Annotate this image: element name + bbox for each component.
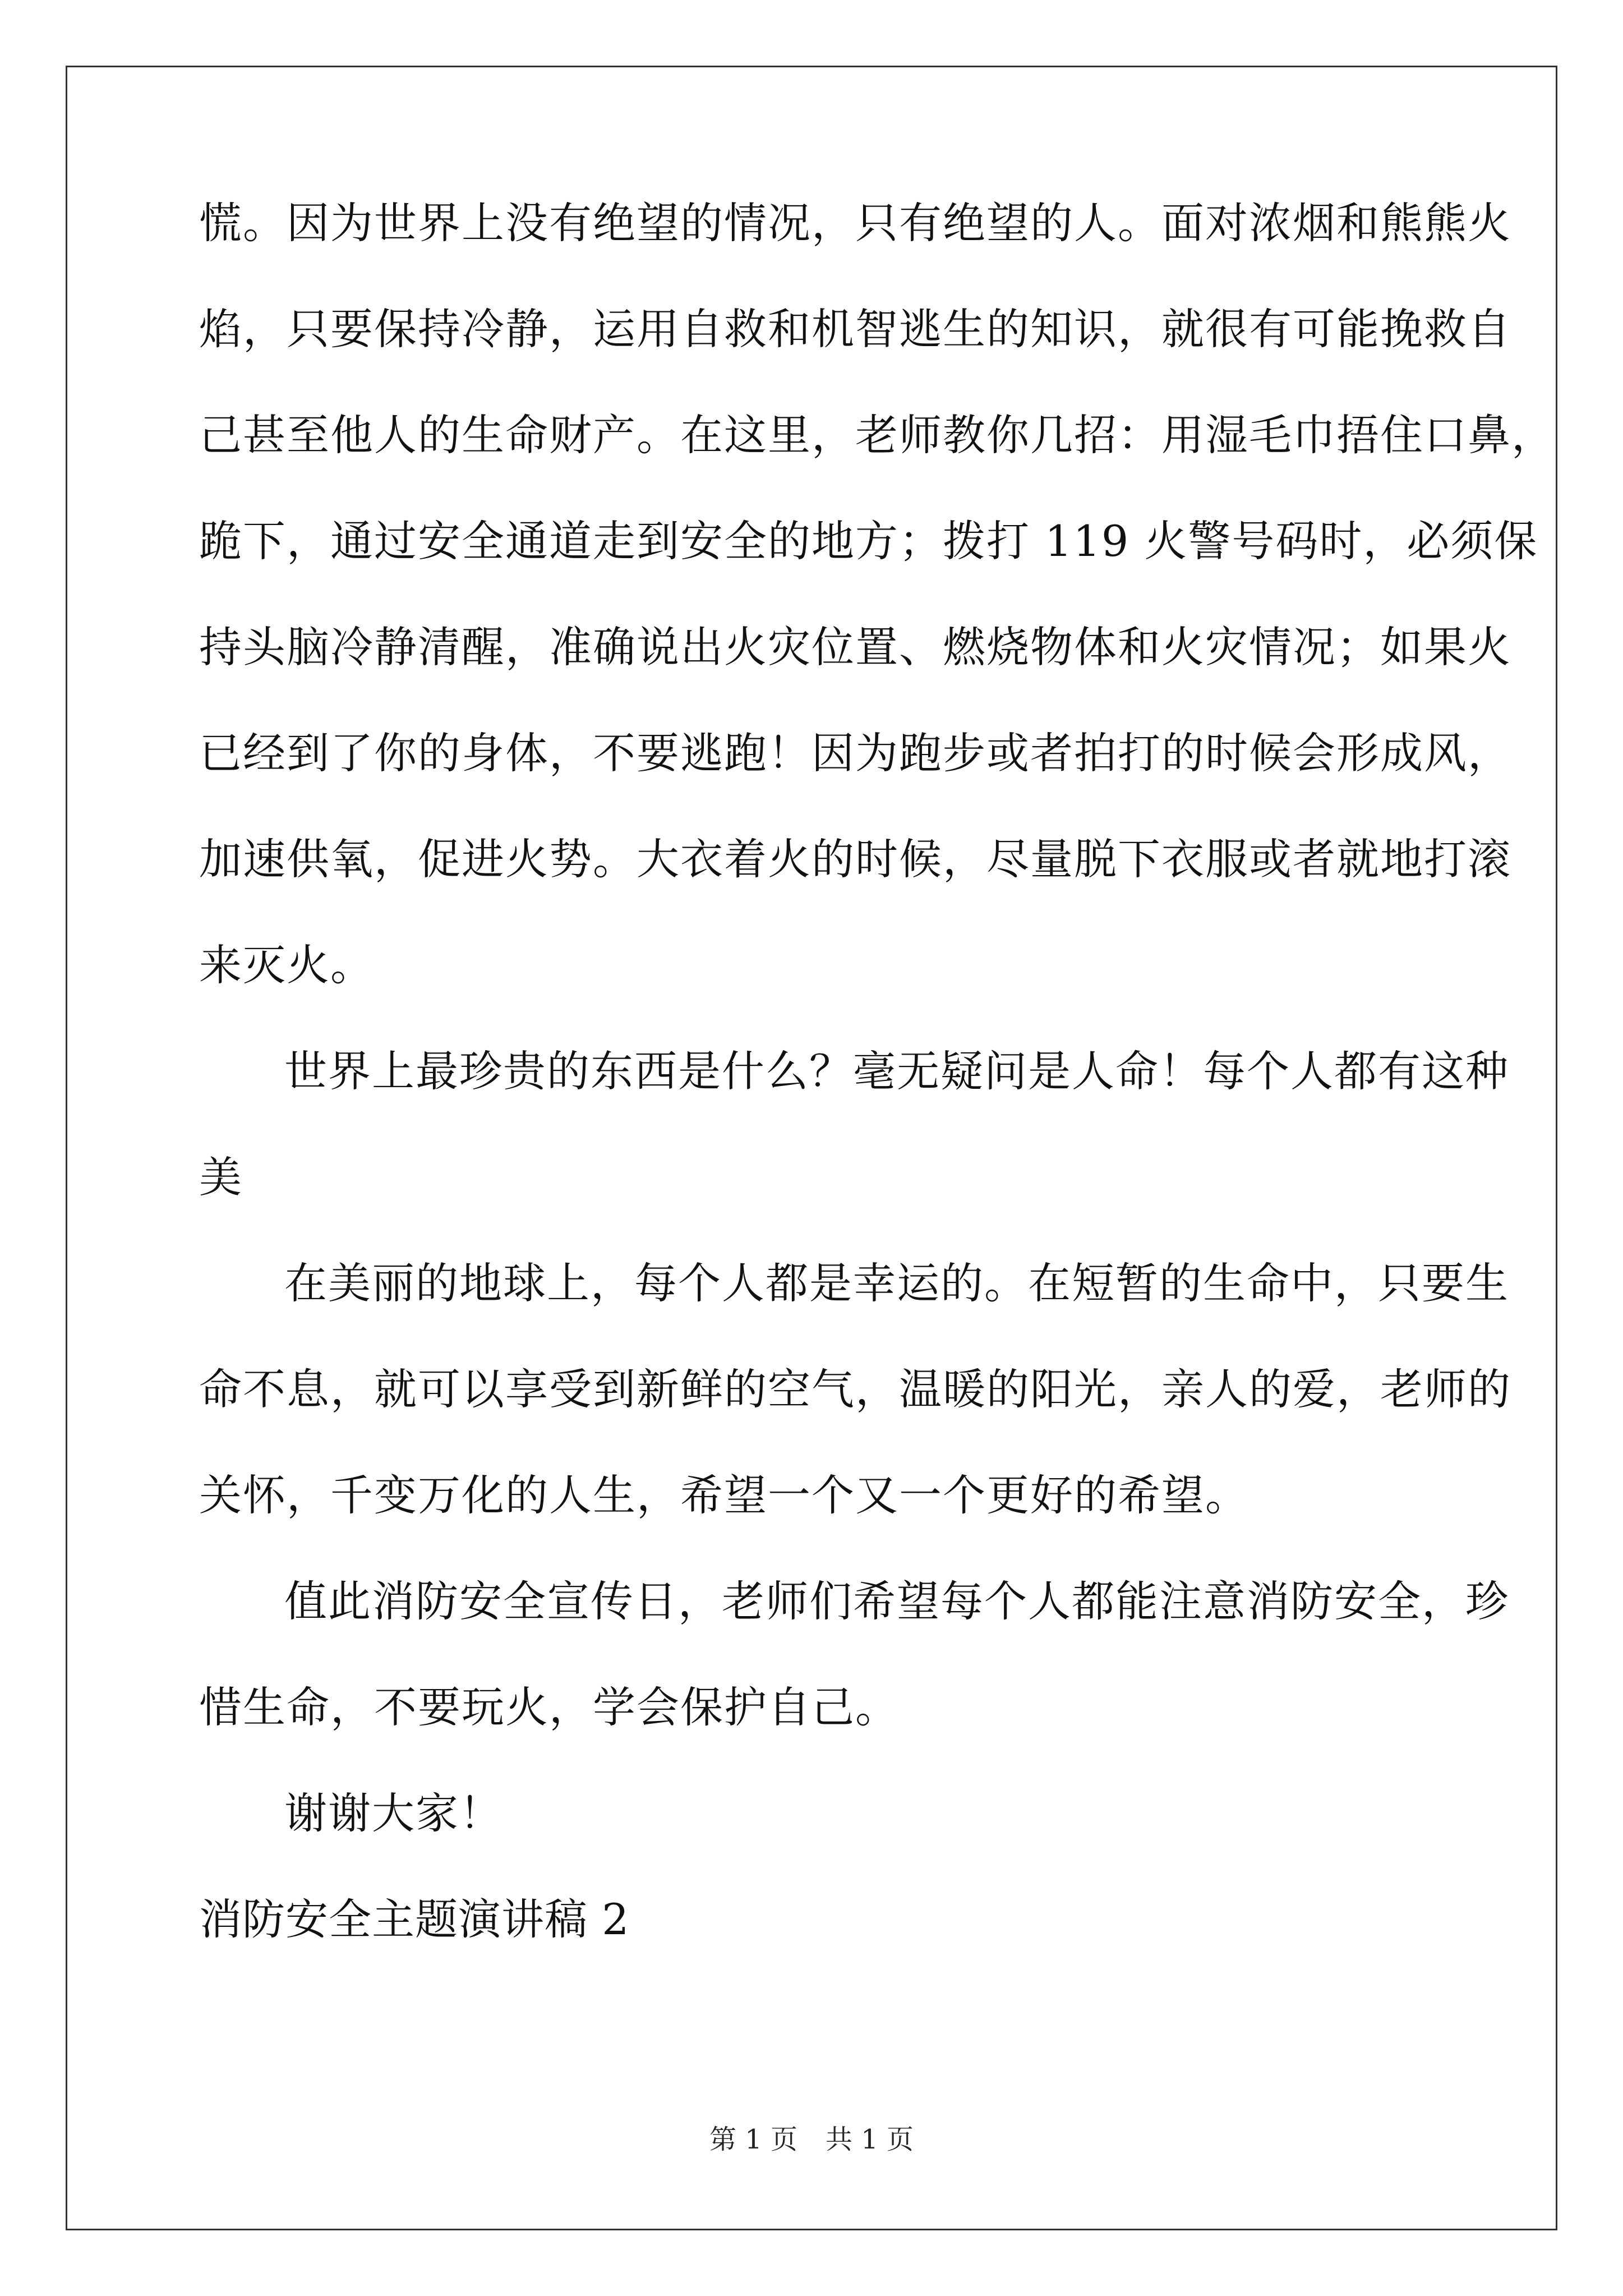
text-line: 关怀，千变万化的人生，希望一个又一个更好的希望。 bbox=[199, 1470, 1249, 1520]
text-line: 在美丽的地球上，每个人都是幸运的。在短暂的生命中，只要生 bbox=[284, 1258, 1509, 1308]
text-line: 命不息，就可以享受到新鲜的空气，温暖的阳光，亲人的爱，老师的 bbox=[199, 1364, 1511, 1414]
text-line: 来灭火。 bbox=[199, 940, 374, 990]
text-line: 跪下，通过安全通道走到安全的地方；拨打 119 火警号码时，必须保 bbox=[199, 516, 1538, 566]
page-number: 第 1 页 bbox=[709, 2124, 797, 2155]
text-line: 世界上最珍贵的东西是什么？毫无疑问是人命！每个人都有这种 bbox=[284, 1046, 1509, 1096]
text-line: 己甚至他人的生命财产。在这里，老师教你几招：用湿毛巾捂住口鼻， bbox=[199, 410, 1555, 460]
text-line: 惜生命，不要玩火，学会保护自己。 bbox=[199, 1682, 899, 1732]
text-line: 美 bbox=[199, 1152, 243, 1202]
text-line: 慌。因为世界上没有绝望的情况，只有绝望的人。面对浓烟和熊熊火 bbox=[199, 198, 1511, 248]
document-body bbox=[199, 198, 1555, 2004]
text-line: 谢谢大家！ bbox=[284, 1788, 503, 1838]
text-line: 加速供氧，促进火势。大衣着火的时候，尽量脱下衣服或者就地打滚 bbox=[199, 834, 1511, 884]
text-line: 已经到了你的身体，不要逃跑！因为跑步或者拍打的时候会形成风， bbox=[199, 728, 1511, 778]
page-footer bbox=[0, 2126, 1623, 2153]
text-line: 焰，只要保持冷静，运用自救和机智逃生的知识，就很有可能挽救自 bbox=[199, 304, 1511, 354]
section-heading: 消防安全主题演讲稿 2 bbox=[199, 1894, 630, 1944]
page-total: 共 1 页 bbox=[826, 2124, 914, 2155]
text-line: 值此消防安全宣传日，老师们希望每个人都能注意消防安全，珍 bbox=[284, 1576, 1509, 1626]
text-line: 持头脑冷静清醒，准确说出火灾位置、燃烧物体和火灾情况；如果火 bbox=[199, 622, 1511, 672]
